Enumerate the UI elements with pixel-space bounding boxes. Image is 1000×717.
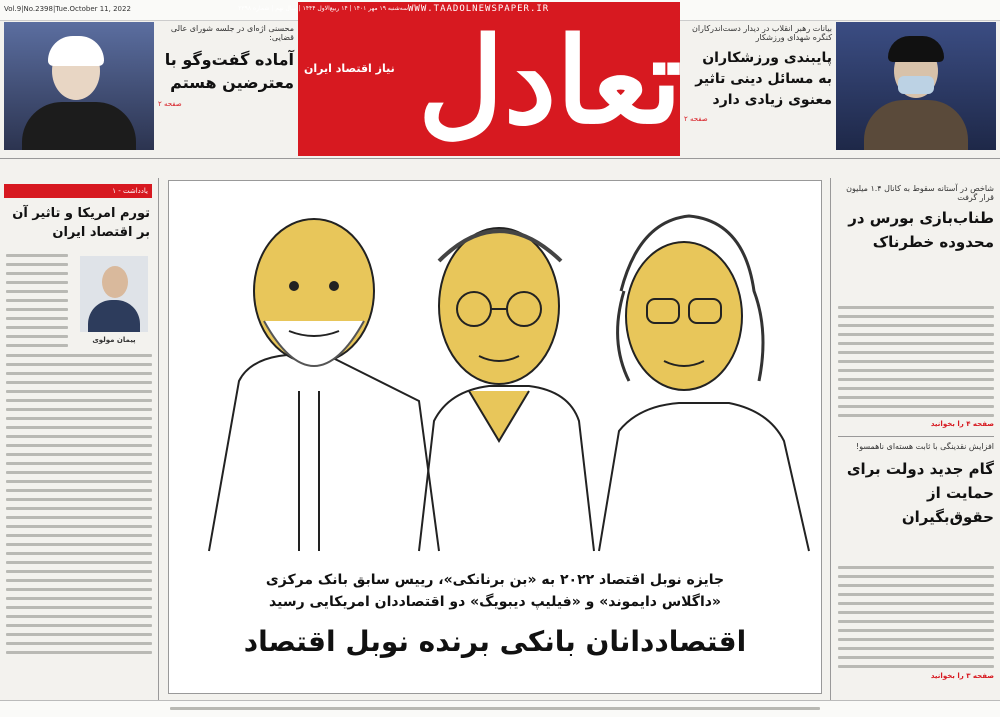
story-headline[interactable]: پایبندی ورزشکاران به مسائل دینی تاثیر معنوی زیادی دارد xyxy=(695,50,832,108)
face-shape xyxy=(102,266,128,298)
story-kicker: بیانات رهبر انقلاب در دیدار دست‌اندرکاران کنگره شهدای ورزشکار xyxy=(691,24,832,42)
story-ref[interactable]: صفحه ۲ xyxy=(158,100,182,108)
caption-line: «داگلاس دایموند» و «فیلیپ دیبویگ» دو اقتصاددان امریکایی رسید xyxy=(269,594,721,610)
top-left-photo xyxy=(4,22,154,150)
story-divider xyxy=(838,436,994,437)
center-feature xyxy=(168,180,822,694)
right-text-block-2 xyxy=(838,560,994,674)
story-kicker: افزایش نقدینگی با ثابت هسته‌ای ناهمسو! xyxy=(856,442,994,451)
issue-info: Vol.9|No.2398|Tue.October 11, 2022 xyxy=(4,5,131,13)
story-headline[interactable]: طناب‌بازی بورس در محدوده خطرناک xyxy=(848,209,994,251)
story-kicker: محسنی اژه‌ای در جلسه شورای عالی قضایی: xyxy=(170,24,294,42)
left-text-block-2 xyxy=(6,348,152,660)
feature-caption xyxy=(189,569,801,613)
left-section-bar xyxy=(4,184,152,198)
turban-shape xyxy=(888,36,944,62)
turban-shape xyxy=(48,36,104,66)
right-col-divider xyxy=(830,178,831,700)
author-photo xyxy=(80,256,148,332)
left-text-block xyxy=(6,248,68,353)
author-name: پیمان مولوی xyxy=(92,336,136,344)
logo[interactable]: تعادل xyxy=(418,11,683,150)
tagline: نیاز اقتصاد ایران xyxy=(304,62,395,75)
section-label: یادداشت - ۱ xyxy=(112,187,148,195)
top-right-photo xyxy=(836,22,996,150)
site-url[interactable]: WWW.TAADOLNEWSPAPER.IR xyxy=(408,4,550,14)
right-story-2 xyxy=(838,442,994,529)
nobel-illustration xyxy=(169,181,821,551)
header-divider xyxy=(0,158,1000,159)
story-ref[interactable]: صفحه ۲ xyxy=(684,115,708,123)
story-kicker: شاخص در آستانه سقوط به کانال ۱.۴ میلیون قرار گرفت xyxy=(846,184,994,202)
main-headline[interactable]: اقتصاددانان بانکی برنده نوبل اقتصاد xyxy=(243,625,747,658)
story-ref-2[interactable]: صفحه ۳ را بخوانید xyxy=(930,672,994,680)
figure-diamond xyxy=(419,228,594,551)
dateline: سه‌شنبه ۱۹ مهر ۱۴۰۱ | ۱۴ ربیع‌الاول ۱۴۴۴ | سال نهم | شماره ۲۳۹۸ xyxy=(238,5,408,12)
story-headline[interactable]: گام جدید دولت برای حمایت از حقوق‌بگیران xyxy=(846,460,994,526)
robe-shape xyxy=(22,102,136,150)
top-right-story xyxy=(684,24,832,152)
left-col-divider xyxy=(158,178,159,700)
top-left-story xyxy=(158,24,294,152)
suit-shape xyxy=(88,300,140,332)
mask-shape xyxy=(898,76,934,94)
figure-dybvig xyxy=(599,216,809,551)
story-headline[interactable]: آماده گفت‌وگو با معترضین هستم xyxy=(164,50,294,92)
right-text-block-1 xyxy=(838,300,994,423)
masthead xyxy=(238,2,683,156)
caption-line: جایزه نوبل اقتصاد ۲۰۲۲ به «بن برنانکی»، رییس سابق بانک مرکزی xyxy=(265,572,725,588)
bottom-strip xyxy=(0,700,1000,717)
left-headline[interactable]: تورم امریکا و تاثیر آن بر اقتصاد ایران xyxy=(12,206,150,240)
bottom-text xyxy=(170,701,820,716)
right-story-1 xyxy=(838,184,994,254)
story-ref-1[interactable]: صفحه ۴ را بخوانید xyxy=(930,420,994,428)
figure-bernanke xyxy=(209,219,439,551)
robe-shape xyxy=(864,100,968,150)
